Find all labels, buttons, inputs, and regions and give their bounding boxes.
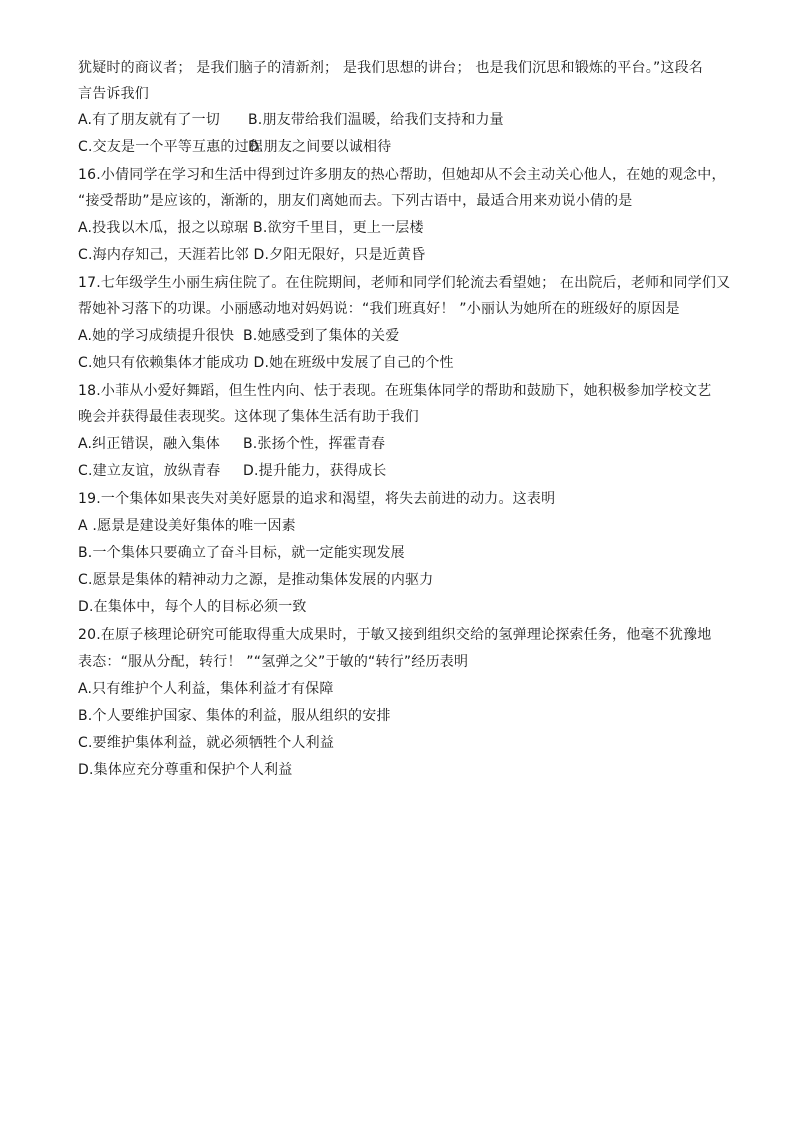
q16-option-d[interactable]: D.夕阳无限好，只是近黄昏 xyxy=(253,247,426,263)
q19-option-c[interactable]: C.愿景是集体的精神动力之源，是推动集体发展的内驱力 xyxy=(78,572,434,588)
q15-options-row-2 xyxy=(78,137,391,157)
q20-stem-line-1: 20.在原子核理论研究可能取得重大成果时，于敏又接到组织交给的氢弹理论探索任务，他毫不犹豫地 xyxy=(78,627,712,643)
q15-option-b[interactable]: B.朋友带给我们温暖，给我们支持和力量 xyxy=(248,112,504,128)
q15-options-row-1 xyxy=(78,110,504,130)
q16-option-a[interactable]: A.投我以木瓜，报之以琼琚 xyxy=(78,220,249,236)
q16-options-row-1 xyxy=(78,218,424,238)
q17-options-row-1 xyxy=(78,326,399,346)
q15-option-c[interactable]: C.交友是一个平等互惠的过程 xyxy=(78,139,264,155)
q18-stem-line-1: 18.小菲从小爱好舞蹈，但生性内向、怯于表现。在班集体同学的帮助和鼓励下，她积极参加学校文艺 xyxy=(78,383,712,399)
q15-stem-line-1: 犹疑时的商议者； 是我们脑子的清新剂； 是我们思想的讲台； 也是我们沉思和锻炼的平台。”这段名 xyxy=(78,60,704,76)
q18-option-b[interactable]: B.张扬个性，挥霍青春 xyxy=(243,436,386,452)
q18-option-a[interactable]: A.纠正错误，融入集体 xyxy=(78,436,220,452)
q20-option-d[interactable]: D.集体应充分尊重和保护个人利益 xyxy=(78,762,293,778)
q16-option-c[interactable]: C.海内存知己，天涯若比邻 xyxy=(78,247,249,263)
q16-stem-line-2: “接受帮助”是应该的，渐渐的，朋友们离她而去。下列古语中，最适合用来劝说小倩的是 xyxy=(78,193,633,209)
q17-option-b[interactable]: B.她感受到了集体的关爱 xyxy=(243,328,400,344)
q17-option-d[interactable]: D.她在班级中发展了自己的个性 xyxy=(253,355,454,371)
q20-option-a[interactable]: A.只有维护个人利益，集体利益才有保障 xyxy=(78,681,334,697)
q19-stem-line-1: 19.一个集体如果丧失对美好愿景的追求和渴望，将失去前进的动力。这表明 xyxy=(78,491,556,507)
q19-option-b[interactable]: B.一个集体只要确立了奋斗目标，就一定能实现发展 xyxy=(78,545,405,561)
q18-options-row-2 xyxy=(78,461,386,481)
q15-option-d[interactable]: D.朋友之间要以诚相待 xyxy=(248,139,392,155)
q16-options-row-2 xyxy=(78,245,425,265)
q18-option-c[interactable]: C.建立友谊，放纵青春 xyxy=(78,463,221,479)
q15-option-a[interactable]: A.有了朋友就有了一切 xyxy=(78,112,220,128)
q20-option-c[interactable]: C.要维护集体利益，就必须牺牲个人利益 xyxy=(78,735,335,751)
q15-stem-line-2: 言告诉我们 xyxy=(78,86,149,102)
q20-option-b[interactable]: B.个人要维护国家、集体的利益，服从组织的安排 xyxy=(78,708,391,724)
q17-option-c[interactable]: C.她只有依赖集体才能成功 xyxy=(78,355,249,371)
q17-option-a[interactable]: A.她的学习成绩提升很快 xyxy=(78,328,235,344)
q16-stem-line-1: 16.小倩同学在学习和生活中得到过许多朋友的热心帮助，但她却从不会主动关心他人，在她的观念中， xyxy=(78,167,726,183)
q16-option-b[interactable]: B.欲穷千里目，更上一层楼 xyxy=(253,220,424,236)
q17-options-row-2 xyxy=(78,353,454,373)
q18-options-row-1 xyxy=(78,434,385,454)
q17-stem-line-2: 帮她补习落下的功课。小丽感动地对妈妈说：“我们班真好！ ”小丽认为她所在的班级好的原因是 xyxy=(78,301,680,317)
q18-option-d[interactable]: D.提升能力，获得成长 xyxy=(243,463,387,479)
q17-stem-line-1: 17.七年级学生小丽生病住院了。在住院期间，老师和同学们轮流去看望她； 在出院后，老师和同学们又 xyxy=(78,275,731,291)
q20-stem-line-2: 表态：“服从分配，转行！ ”“氢弹之父”于敏的“转行”经历表明 xyxy=(78,654,469,670)
q18-stem-line-2: 晚会并获得最佳表现奖。这体现了集体生活有助于我们 xyxy=(78,409,419,425)
q19-option-a[interactable]: A .愿景是建设美好集体的唯一因素 xyxy=(78,518,296,534)
q19-option-d[interactable]: D.在集体中，每个人的目标必须一致 xyxy=(78,599,307,615)
